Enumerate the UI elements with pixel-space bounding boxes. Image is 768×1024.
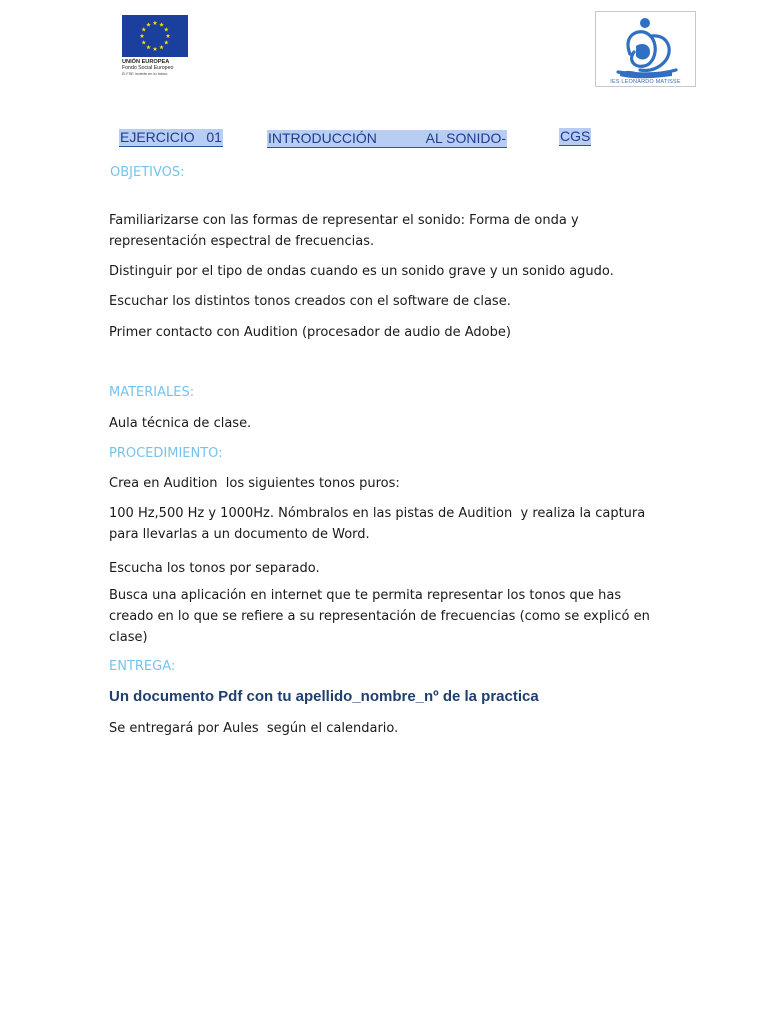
exercise-title-label [267,130,507,148]
eu-logo-line1: UNIÓN EUROPEA [122,59,170,65]
eu-logo-text [122,59,192,77]
school-logo-caption: IES LEONARDO MATISSE [610,79,681,85]
exercise-title-part1: INTRODUCCIÓN [268,130,377,146]
exercise-number-label [119,129,223,147]
materiales-text: Aula técnica de clase. [109,416,252,431]
entrega-emphasis: Un documento Pdf con tu apellido_nombre_nº de la practica [109,688,539,705]
eu-flag-icon [122,15,188,57]
procedimiento-item-1: Crea en Audition los siguientes tonos puros: [109,476,400,491]
objetivos-heading: OBJETIVOS: [110,165,185,180]
school-logo [595,11,696,87]
exercise-title-part2: AL SONIDO- [425,130,506,146]
course-label [559,128,591,146]
objetivo-item-3: Escuchar los distintos tonos creados con el software de clase. [109,294,511,309]
procedimiento-heading: PROCEDIMIENTO: [109,446,223,461]
exercise-number-text: EJERCICIO 01 [120,129,222,145]
course-label-text: CGS [560,128,591,144]
procedimiento-item-4: Busca una aplicación en internet que te permita representar los tonos que has creado en lo que se refiere a su representación de frecuencias (como se explicó en clase) [109,588,650,645]
eu-logo-line2: Fondo Social Europeo [122,65,174,71]
eu-logo-line3: El FSE invierte en tu futuro [122,72,168,76]
procedimiento-item-2: 100 Hz,500 Hz y 1000Hz. Nómbralos en las pistas de Audition y realiza la captura para llevarlas a un documento de Word. [109,506,650,542]
objetivo-item-4: Primer contacto con Audition (procesador de audio de Adobe) [109,325,511,340]
school-emblem-icon [596,12,695,86]
procedimiento-item-3: Escucha los tonos por separado. [109,561,320,576]
materiales-heading: MATERIALES: [109,385,195,400]
eu-logo [122,15,192,79]
objetivo-item-2: Distinguir por el tipo de ondas cuando es un sonido grave y un sonido agudo. [109,264,614,279]
entrega-heading: ENTREGA: [109,659,176,674]
objetivo-item-1: Familiarizarse con las formas de representar el sonido: Forma de onda y representación espectral de frecuencias. [109,213,579,249]
entrega-text: Se entregará por Aules según el calendario. [109,721,399,736]
